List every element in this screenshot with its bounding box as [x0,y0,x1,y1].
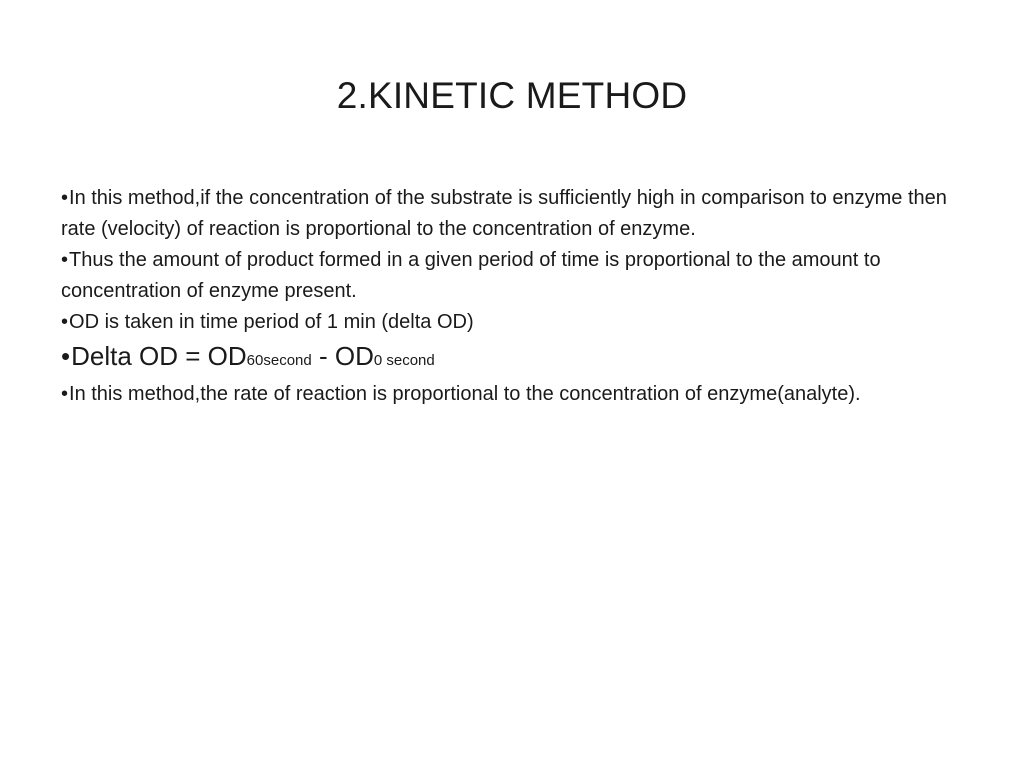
bullet-item [61,379,966,410]
formula-bullet [61,338,966,379]
formula-subscript-60: 60second [246,352,312,369]
formula-subscript-0: 0 second [373,352,435,369]
bullet-item [61,307,966,338]
bullet-item [61,245,966,307]
bullet-marker: • [61,311,69,333]
bullet-marker: • [61,341,71,371]
formula-minus: - OD [311,341,374,371]
bullet-marker: • [61,383,69,405]
formula-lhs: Delta OD = OD [71,341,247,371]
bullet-text: In this method,if the concentration of the substrate is sufficiently high in comparison to enzyme then rate (velocity) of reaction is proportional to the concentration of enzyme. [61,187,947,240]
bullet-text: Thus the amount of product formed in a given period of time is proportional to the amount to concentration of enzyme present. [61,249,881,302]
bullet-text: OD is taken in time period of 1 min (delta OD) [69,311,474,333]
slide-title: 2.KINETIC METHOD [336,75,688,116]
slide-content [61,183,966,410]
bullet-item [61,183,966,245]
bullet-marker: • [61,187,69,209]
bullet-text: In this method,the rate of reaction is proportional to the concentration of enzyme(analyte). [69,383,861,405]
bullet-marker: • [61,249,69,271]
